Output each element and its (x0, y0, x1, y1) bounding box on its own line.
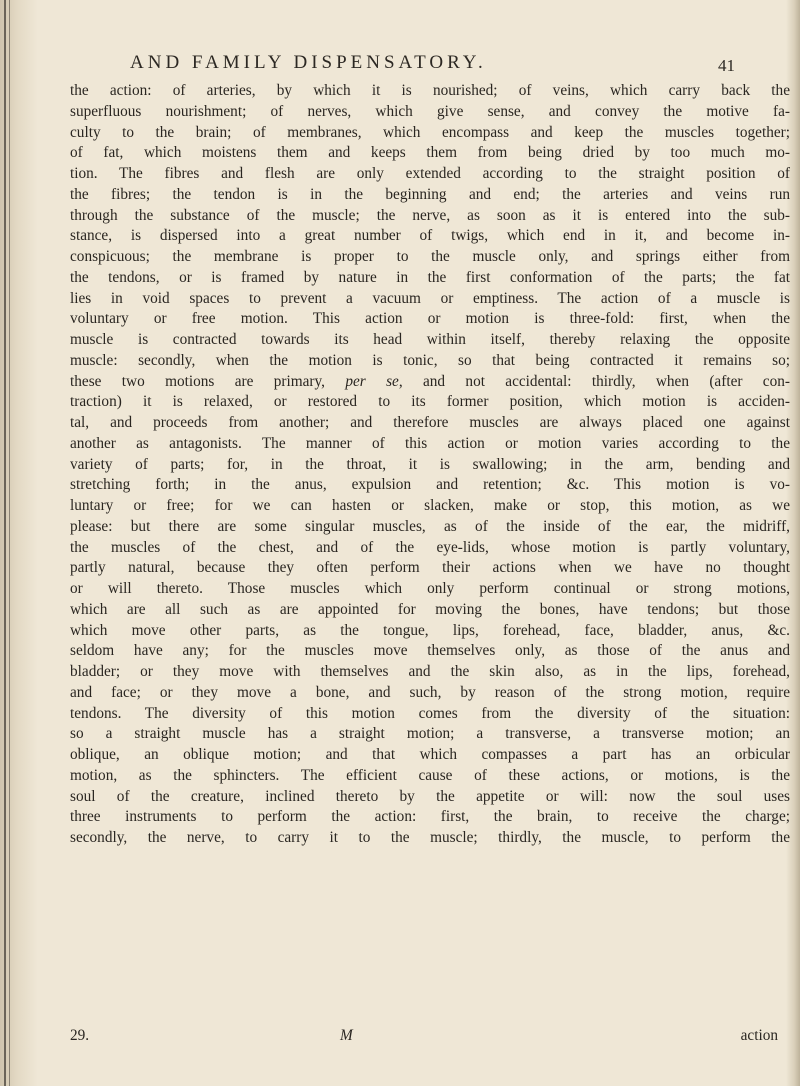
text-line: voluntary or free motion. This action or motion is three-fold: first, when the (70, 310, 790, 328)
text-line: muscle: secondly, when the motion is tonic, so that being contracted it remains so; (70, 351, 790, 369)
text-line: tion. The fibres and flesh are only extended according to the straight position of (70, 165, 790, 182)
text-line: luntary or free; for we can hasten or slacken, make or stop, this motion, as we (70, 497, 790, 514)
text-line: or will thereto. Those muscles which only perform continual or strong motions, (70, 580, 790, 597)
text-line: stretching forth; in the anus, expulsion and retention; &c. This motion is vo- (70, 476, 790, 494)
page-edge-line-inner (9, 0, 10, 1086)
text-line: lies in void spaces to prevent a vacuum or emptiness. The action of a muscle is (70, 289, 790, 307)
text-line: secondly, the nerve, to carry it to the muscle; thirdly, the muscle, to perform the (70, 829, 790, 846)
text-line: superfluous nourishment; of nerves, which give sense, and convey the motive fa- (70, 102, 790, 120)
text-line: partly natural, because they often perform their actions when we have no thought (70, 559, 790, 577)
text-line: stance, is dispersed into a great number of twigs, which end in it, and become in- (70, 227, 790, 245)
text-line: traction) it is relaxed, or restored to its former position, which motion is acciden- (70, 393, 790, 411)
page-edge-line (4, 0, 6, 1086)
text-line: culty to the brain; of membranes, which encompass and keep the muscles together; (70, 123, 790, 141)
text-line: tendons. The diversity of this motion comes from the diversity of the situation: (70, 704, 790, 722)
text-line: these two motions are primary, per se, and not accidental: thirdly, when (after con- (70, 372, 790, 390)
text-line: seldom have any; for the muscles move themselves only, as those of the anus and (70, 642, 790, 660)
text-line: so a straight muscle has a straight motion; a transverse, a transverse motion; an (70, 725, 790, 743)
text-line: three instruments to perform the action: first, the brain, to receive the charge; (70, 808, 790, 826)
page-footer (70, 1027, 790, 1047)
running-title: AND FAMILY DISPENSATORY. (130, 52, 487, 73)
text-line: of fat, which moistens them and keeps them from being dried by too much mo- (70, 144, 790, 162)
text-line: please: but there are some singular muscles, as of the inside of the ear, the midriff, (70, 517, 790, 535)
text-line: motion, as the sphincters. The efficient cause of these actions, or motions, is the (70, 766, 790, 784)
text-line: the tendons, or is framed by nature in the first conformation of the parts; the fat (70, 268, 790, 286)
signature-mark: M (340, 1027, 353, 1044)
catchword: action (740, 1027, 778, 1044)
page-number: 41 (718, 56, 735, 75)
text-line: conspicuous; the membrane is proper to the muscle only, and springs either from (70, 248, 790, 265)
text-line: another as antagonists. The manner of this action or motion varies according to the (70, 434, 790, 452)
text-line: which are all such as are appointed for moving the bones, have tendons; but those (70, 600, 790, 618)
italic-phrase: per se (345, 372, 399, 390)
text-line: the action: of arteries, by which it is nourished; of veins, which carry back the (70, 82, 790, 99)
signature-number: 29. (70, 1027, 90, 1044)
text-line: tal, and proceeds from another; and therefore muscles are always placed one against (70, 414, 790, 431)
text-line: the muscles of the chest, and of the eye-lids, whose motion is partly voluntary, (70, 538, 790, 556)
text-line: oblique, an oblique motion; and that which compasses a part has an orbicular (70, 746, 790, 763)
text-line: and face; or they move a bone, and such, by reason of the strong motion, require (70, 683, 790, 701)
text-line: soul of the creature, inclined thereto by the appetite or will: now the soul uses (70, 787, 790, 805)
text-line: variety of parts; for, in the throat, it is swallowing; in the arm, bending and (70, 455, 790, 473)
text-line: muscle is contracted towards its head within itself, thereby relaxing the opposite (70, 331, 790, 348)
text-line: through the substance of the muscle; the nerve, as soon as it is entered into the sub- (70, 206, 790, 224)
text-line: bladder; or they move with themselves and the skin also, as in the lips, forehead, (70, 663, 790, 680)
text-line: which move other parts, as the tongue, lips, forehead, face, bladder, anus, &c. (70, 621, 790, 639)
body-text (70, 81, 790, 849)
text-line: the fibres; the tendon is in the beginning and end; the arteries and veins run (70, 185, 790, 203)
